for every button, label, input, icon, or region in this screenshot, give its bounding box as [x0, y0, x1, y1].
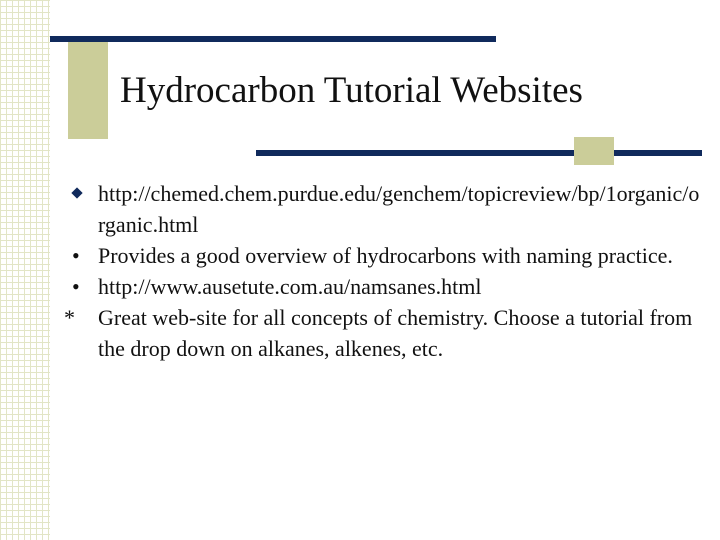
bullet-item-ausetute-link [66, 271, 700, 302]
bullet-item-overview [66, 240, 700, 271]
bullet-marker: • [72, 274, 80, 299]
slide-title: Hydrocarbon Tutorial Websites [120, 70, 583, 111]
purdue-link[interactable]: http://chemed.chem.purdue.edu/genchem/topicreview/bp/1organic/organic.html [98, 181, 700, 237]
title-bar-top [50, 36, 496, 42]
overview-text: Provides a good overview of hydrocarbons with naming practice. [98, 243, 673, 268]
title-accent-block-left [68, 42, 108, 139]
star-item-description [66, 302, 700, 364]
title-accent-block-right [574, 137, 614, 165]
bullet-list [66, 178, 700, 364]
star-marker: * [64, 305, 75, 330]
title-bar-bottom [256, 150, 702, 156]
bullet-item-purdue-link [66, 178, 700, 240]
checkered-decoration [0, 0, 50, 540]
bullet-marker: • [72, 243, 80, 268]
description-text: Great web-site for all concepts of chemistry. Choose a tutorial from the drop down on alkanes, alkenes, etc. [98, 305, 693, 361]
diamond-bullet-icon [71, 187, 82, 198]
ausetute-link[interactable]: http://www.ausetute.com.au/namsanes.html [98, 274, 482, 299]
